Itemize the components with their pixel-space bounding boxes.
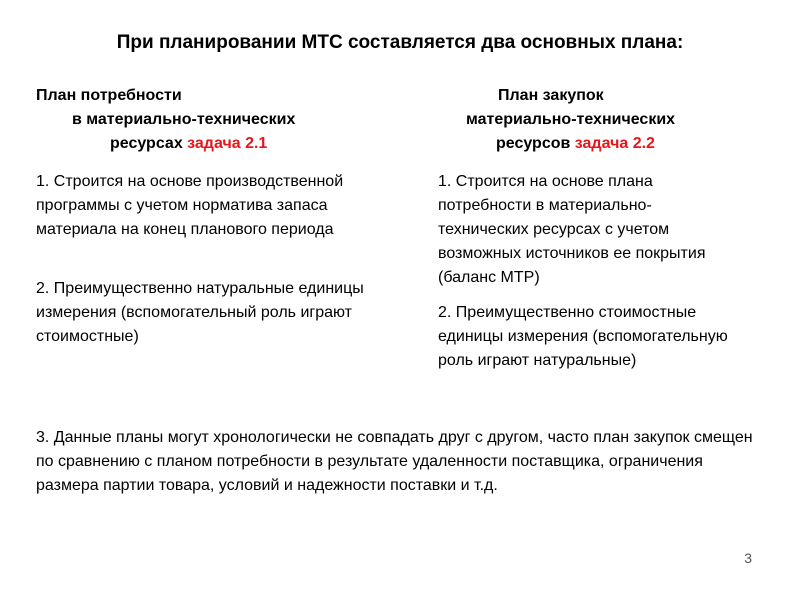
- left-column-heading: [36, 84, 376, 156]
- left-heading-line3: [36, 132, 376, 156]
- left-heading-text: ресурсах: [110, 135, 188, 152]
- left-point-2: 2. Преимущественно натуральные единицы измерения (вспомогательный роль играют стоимостные): [36, 280, 364, 345]
- right-point-2: 2. Преимущественно стоимостные единицы измерения (вспомогательную роль играют натуральные): [438, 304, 728, 369]
- page-number: 3: [744, 550, 752, 566]
- left-task-label: задача 2.1: [187, 135, 268, 152]
- common-point-3: 3. Данные планы могут хронологически не совпадать друг с другом, часто план закупок смещен по сравнению с планом потребности в результате удаленности поставщика, ограничения размера партии товара, условий и надежности поставки и т.д.: [36, 429, 753, 494]
- slide-title: При планировании МТС составляется два основных плана:: [116, 32, 684, 53]
- right-task-label: задача 2.2: [574, 135, 655, 152]
- right-heading-line2: материально-технических: [466, 111, 676, 128]
- right-heading-line1: План закупок: [498, 87, 604, 104]
- left-point-1: 1. Строится на основе производственной программы с учетом норматива запаса материала на конец планового периода: [36, 173, 344, 238]
- left-heading-line2: в материально-технических: [72, 111, 296, 128]
- right-heading-line3: [440, 132, 760, 156]
- right-point-1: 1. Строится на основе плана потребности в материально-технических ресурсах с учетом возможных источников ее покрытия (баланс МТР): [438, 173, 706, 286]
- right-heading-text: ресурсов: [496, 135, 575, 152]
- right-column-heading: [440, 84, 760, 156]
- left-heading-line1: План потребности: [36, 87, 182, 104]
